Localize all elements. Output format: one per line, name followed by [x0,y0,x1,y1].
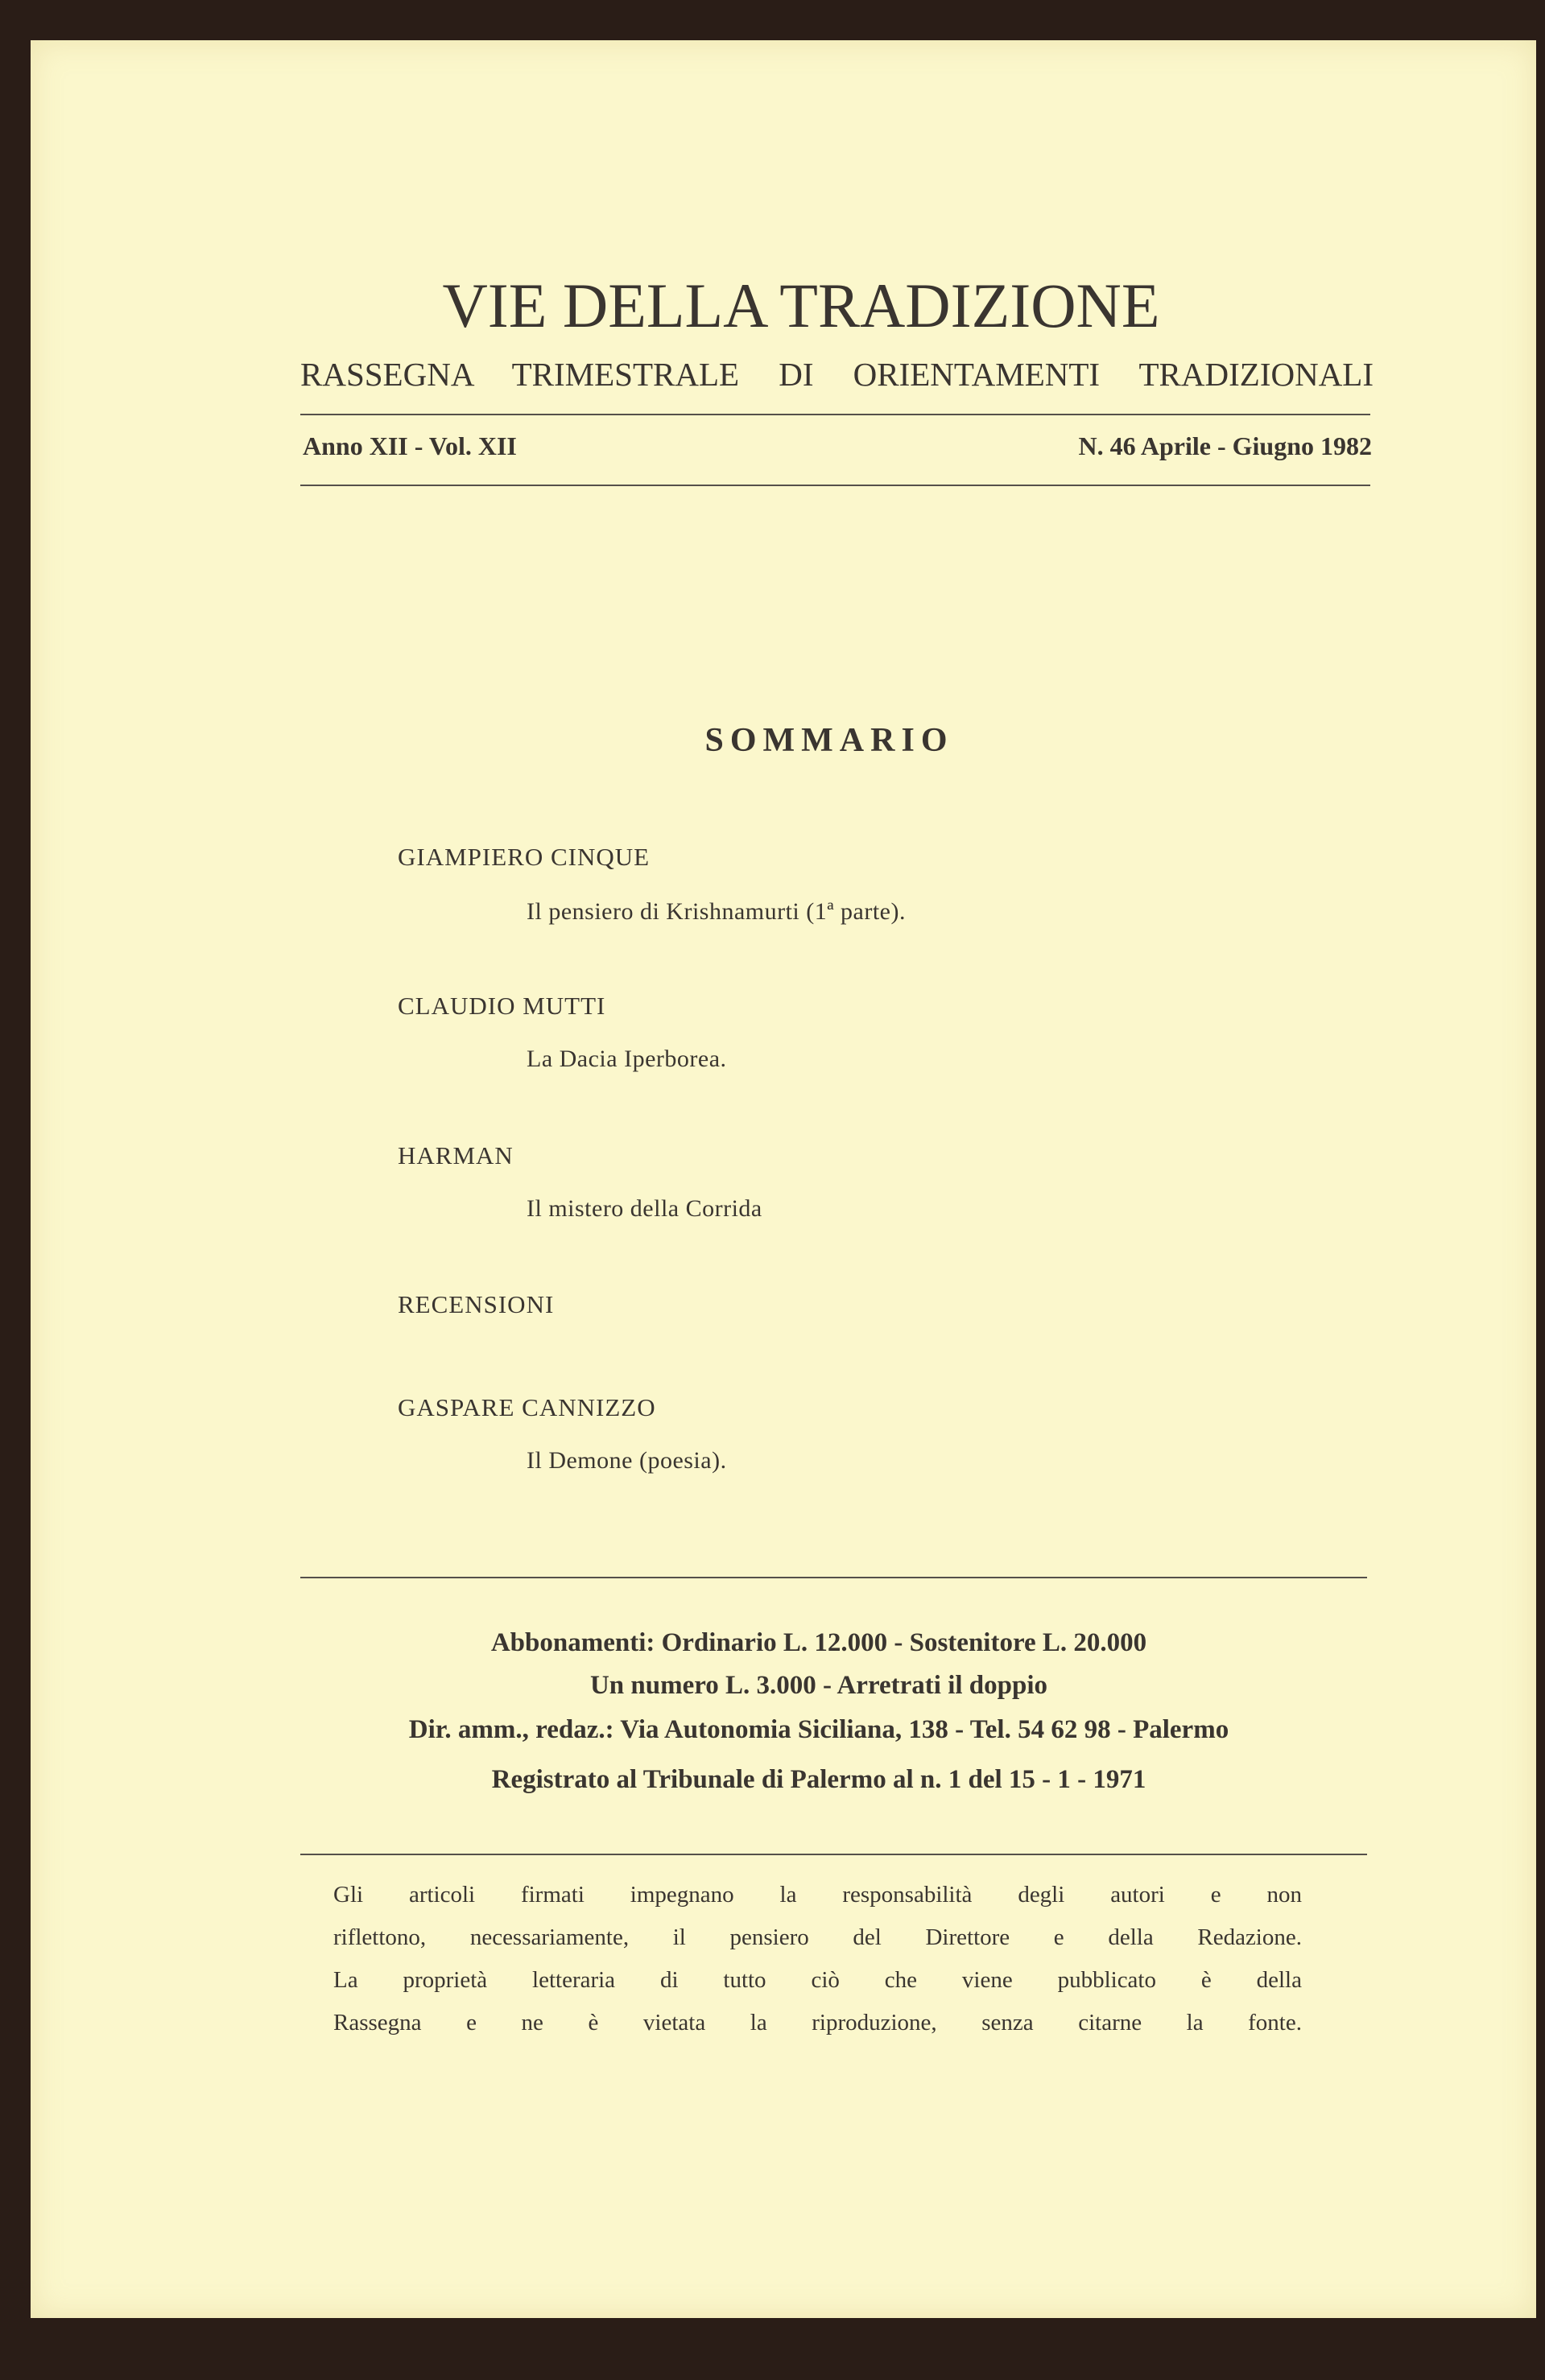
disclaimer-line: La proprietà letteraria di tutto ciò che viene pubblicato è della [333,1967,1302,1993]
disclaimer-line: Gli articoli firmati impegnano la responsabilità degli autori e non [333,1882,1302,1908]
divider [300,485,1370,486]
registration-line: Registrato al Tribunale di Palermo al n. 1 del 15 - 1 - 1971 [491,1765,1146,1794]
disclaimer-line: Rassegna e ne è vietata la riproduzione, senza citarne la fonte. [333,2010,1302,2036]
entry-author: CLAUDIO MUTTI [398,992,606,1020]
contents-heading: SOMMARIO [704,722,954,759]
entry-title: Il mistero della Corrida [527,1195,762,1222]
journal-title: VIE DELLA TRADIZIONE [442,270,1160,340]
entry-author: GIAMPIERO CINQUE [398,843,651,871]
entry-author: HARMAN [398,1141,514,1169]
entry-author: GASPARE CANNIZZO [398,1393,656,1421]
divider [300,1854,1367,1855]
entry-title: Il Demone (poesia). [527,1447,727,1474]
year-volume: Anno XII - Vol. XII [303,431,517,460]
disclaimer-line: riflettono, necessariamente, il pensiero del Direttore e della Redazione. [333,1924,1302,1950]
address-line: Dir. amm., redaz.: Via Autonomia Siciliana, 138 - Tel. 54 62 98 - Palermo [408,1715,1229,1744]
single-issue-line: Un numero L. 3.000 - Arretrati il doppio [589,1671,1048,1700]
issue-number: N. 46 Aprile - Giugno 1982 [1078,431,1372,460]
entry-title: Il pensiero di Krishnamurti (1ª parte). [527,898,906,925]
subscription-line: Abbonamenti: Ordinario L. 12.000 - Sostenitore L. 20.000 [490,1628,1147,1657]
divider [300,1577,1367,1578]
divider [300,414,1370,415]
entry-title: La Dacia Iperborea. [527,1046,727,1072]
journal-subtitle: RASSEGNA TRIMESTRALE DI ORIENTAMENTI TRADIZIONALI [300,356,1374,393]
entry-author: RECENSIONI [398,1290,555,1318]
